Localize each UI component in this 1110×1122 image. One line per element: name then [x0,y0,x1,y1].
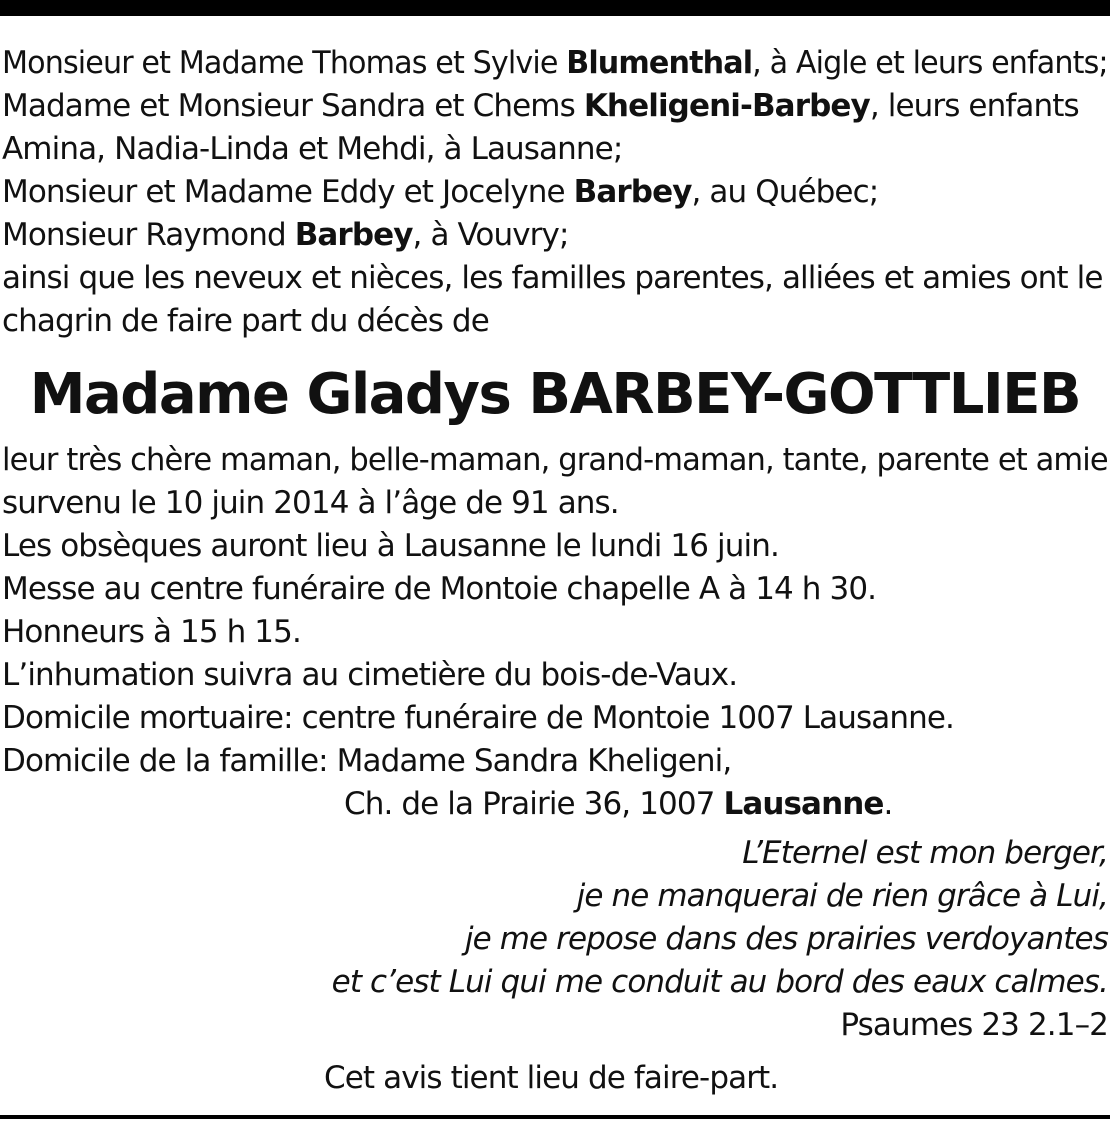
family-line-6: ainsi que les neveux et nièces, les familles parentes, alliées et amies ont le [2,260,1103,296]
verse-line-3: je me repose dans des prairies verdoyantes [464,921,1108,957]
details-line-7: Domicile mortuaire: centre funéraire de Montoie 1007 Lausanne. [2,700,954,736]
family-line-4-text: Monsieur et Madame Eddy et Jocelyne [2,174,574,210]
family-line-5-text: Monsieur Raymond [2,217,295,253]
family-surname: Barbey [294,217,413,253]
verse-line-2: je ne manquerai de rien grâce à Lui, [576,878,1108,914]
details-line-8: Domicile de la famille: Madame Sandra Kheligeni, [2,743,732,779]
address-city: Lausanne [723,786,884,822]
family-line-5-suffix: , à Vouvry; [412,217,569,253]
verse-line-1: L’Eternel est mon berger, [742,835,1108,871]
details-line-5: Honneurs à 15 h 15. [2,614,301,650]
details-line-4: Messe au centre funéraire de Montoie chapelle A à 14 h 30. [2,571,877,607]
family-line-4 [2,171,1108,214]
family-address [2,783,1108,826]
details-line-3: Les obsèques auront lieu à Lausanne le lundi 16 juin. [2,528,779,564]
family-line-7: chagrin de faire part du décès de [2,303,489,339]
family-line-4-suffix: , au Québec; [691,174,879,210]
details-line-1: leur très chère maman, belle-maman, grand-maman, tante, parente et amie [2,442,1108,478]
bottom-border-rule [0,1115,1110,1119]
details-line-2: survenu le 10 juin 2014 à l’âge de 91 ans. [2,485,619,521]
family-line-2 [2,85,1108,128]
family-line-1-suffix: , à Aigle et leurs enfants; [752,45,1108,81]
deceased-name-heading: Madame Gladys BARBEY-GOTTLIEB [29,362,1081,427]
address-text: Ch. de la Prairie 36, 1007 [344,786,724,822]
verse-line-4: et c’est Lui qui me conduit au bord des eaux calmes. [331,964,1108,1000]
family-surname: Kheligeni-Barbey [583,88,870,124]
obituary-notice [2,42,1108,1100]
family-line-1-text: Monsieur et Madame Thomas et Sylvie [2,45,567,81]
verse-reference: Psaumes 23 2.1–2 [840,1007,1108,1043]
family-line-5 [2,214,1108,257]
family-line-2-suffix: , leurs enfants [869,88,1079,124]
family-line-1 [2,42,1108,85]
family-surname: Barbey [573,174,692,210]
closing-note: Cet avis tient lieu de faire-part. [324,1060,779,1096]
address-suffix: . [883,786,893,822]
family-line-3: Amina, Nadia-Linda et Mehdi, à Lausanne; [2,131,623,167]
family-surname: Blumenthal [566,45,753,81]
family-line-2-text: Madame et Monsieur Sandra et Chems [2,88,584,124]
top-border-rule [0,0,1110,16]
details-line-6: L’inhumation suivra au cimetière du bois-de-Vaux. [2,657,738,693]
